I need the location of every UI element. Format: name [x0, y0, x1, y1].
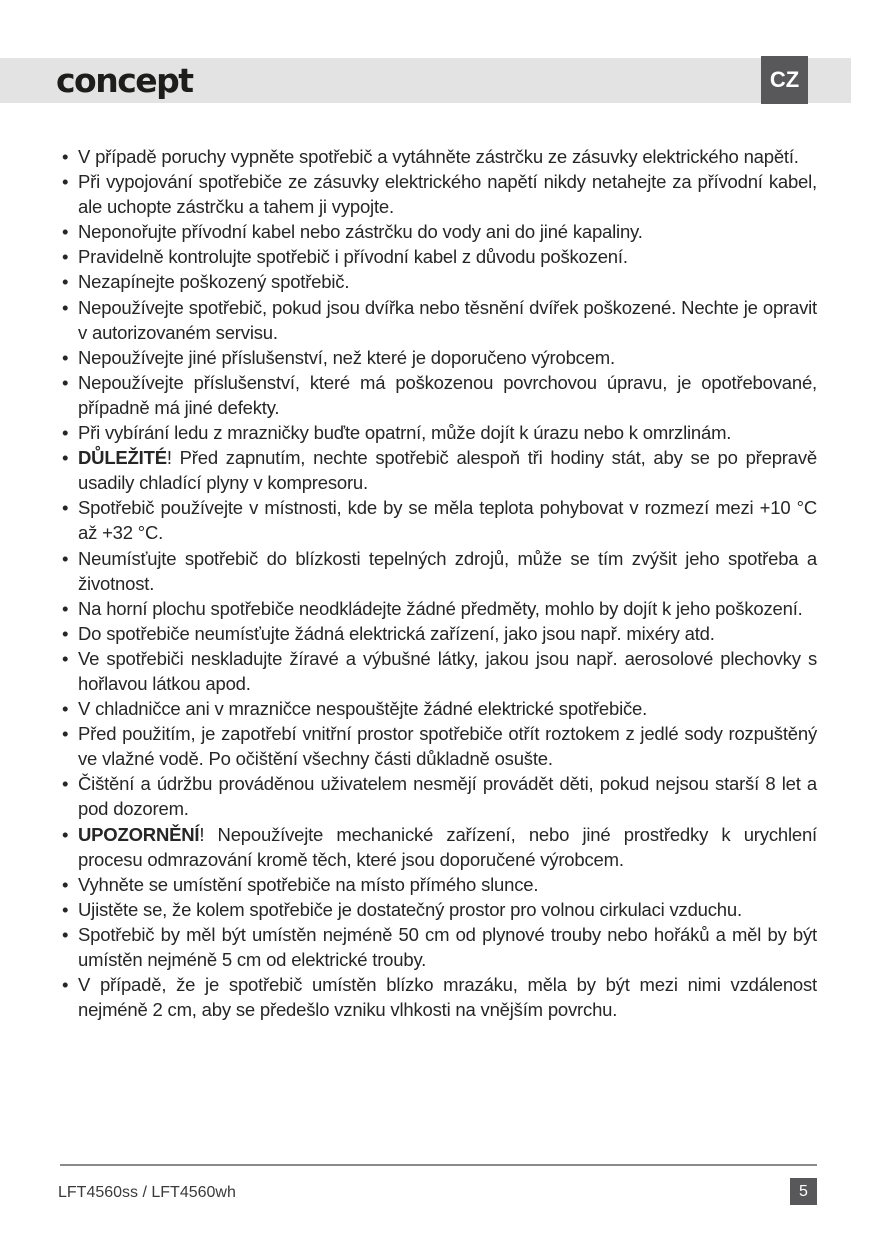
list-item [60, 872, 817, 897]
list-item [60, 244, 817, 269]
bullet-list [60, 144, 817, 1022]
bullet-text: Nepoužívejte příslušenství, které má poškozenou povrchovou úpravu, je opotřebované, případně má jiné defekty. [78, 371, 817, 418]
language-badge: CZ [761, 56, 808, 104]
bullet-text: Neponořujte přívodní kabel nebo zástrčku do vody ani do jiné kapaliny. [78, 221, 643, 243]
bullet-text: Do spotřebiče neumísťujte žádná elektrická zařízení, jako jsou např. mixéry atd. [78, 622, 715, 644]
bullet-text: Nepoužívejte spotřebič, pokud jsou dvířka nebo těsnění dvířek poškozené. Nechte je opravit v autorizovaném servisu. [78, 296, 817, 343]
bullet-emphasis: UPOZORNĚNÍ [78, 823, 200, 845]
bullet-text: Ujistěte se, že kolem spotřebiče je dostatečný prostor pro volnou cirkulaci vzduchu. [78, 898, 742, 920]
bullet-text: Ve spotřebiči neskladujte žíravé a výbušné látky, jakou jsou např. aerosolové plechovky s hořlavou látkou apod. [78, 647, 817, 694]
bullet-text: Neumísťujte spotřebič do blízkosti tepelných zdrojů, může se tím zvýšit jeho spotřeba a životnost. [78, 547, 817, 594]
list-item [60, 822, 817, 872]
bullet-text: ! Před zapnutím, nechte spotřebič alespoň tři hodiny stát, aby se po přepravě usadily chladící plyny v kompresoru. [78, 447, 817, 494]
bullet-text: V chladničce ani v mrazničce nespouštějte žádné elektrické spotřebiče. [78, 698, 648, 720]
bullet-text: Při vypojování spotřebiče ze zásuvky elektrického napětí nikdy netahejte za přívodní kabel, ale uchopte zástrčku a tahem ji vypojte. [78, 171, 817, 218]
list-item [60, 897, 817, 922]
bullet-text: Před použitím, je zapotřebí vnitřní prostor spotřebiče otřít roztokem z jedlé sody rozpuštěný ve vlažné vodě. Po očištění všechny části důkladně osušte. [78, 723, 817, 770]
list-item [60, 269, 817, 294]
model-numbers: LFT4560ss / LFT4560wh [58, 1184, 236, 1201]
bullet-text: Na horní plochu spotřebiče neodkládejte žádné předměty, mohlo by dojít k jeho poškození. [78, 597, 803, 619]
brand-logo: concept [56, 61, 193, 100]
list-item [60, 621, 817, 646]
list-item [60, 495, 817, 545]
bullet-text: ! Nepoužívejte mechanické zařízení, nebo jiné prostředky k urychlení procesu odmrazování kromě těch, které jsou doporučené výrobcem. [78, 823, 817, 870]
bullet-emphasis: DŮLEŽITÉ [78, 447, 167, 469]
list-item [60, 721, 817, 771]
bullet-text: Spotřebič by měl být umístěn nejméně 50 cm od plynové trouby nebo hořáků a měl by být umístěn nejméně 5 cm od elektrické trouby. [78, 923, 817, 970]
safety-instructions [60, 144, 817, 1022]
list-item [60, 972, 817, 1022]
list-item [60, 922, 817, 972]
bullet-text: Při vybírání ledu z mrazničky buďte opatrní, může dojít k úrazu nebo k omrzlinám. [78, 422, 732, 444]
list-item [60, 219, 817, 244]
bullet-text: Vyhněte se umístění spotřebiče na místo přímého slunce. [78, 873, 539, 895]
list-item [60, 596, 817, 621]
list-item [60, 445, 817, 495]
bullet-text: Spotřebič používejte v místnosti, kde by se měla teplota pohybovat v rozmezí mezi +10 °C až +32 °C. [78, 497, 817, 544]
bullet-text: V případě poruchy vypněte spotřebič a vytáhněte zástrčku ze zásuvky elektrického napětí. [78, 146, 799, 167]
list-item [60, 771, 817, 821]
footer-divider [60, 1164, 817, 1166]
list-item [60, 646, 817, 696]
list-item [60, 295, 817, 345]
list-item [60, 696, 817, 721]
bullet-text: Pravidelně kontrolujte spotřebič i přívodní kabel z důvodu poškození. [78, 246, 628, 268]
bullet-text: Nezapínejte poškozený spotřebič. [78, 271, 350, 293]
page-number-badge: 5 [790, 1178, 817, 1205]
list-item [60, 345, 817, 370]
bullet-text: Nepoužívejte jiné příslušenství, než které je doporučeno výrobcem. [78, 346, 615, 368]
bullet-text: Čištění a údržbu prováděnou uživatelem nesmějí provádět děti, pokud nejsou starší 8 let a pod dozorem. [78, 773, 817, 820]
bullet-text: V případě, že je spotřebič umístěn blízko mrazáku, měla by být mezi nimi vzdálenost nejméně 2 cm, aby se předešlo vzniku vlhkosti na vnějším povrchu. [78, 974, 817, 1021]
list-item [60, 546, 817, 596]
list-item [60, 370, 817, 420]
list-item [60, 420, 817, 445]
list-item [60, 169, 817, 219]
list-item [60, 144, 817, 169]
